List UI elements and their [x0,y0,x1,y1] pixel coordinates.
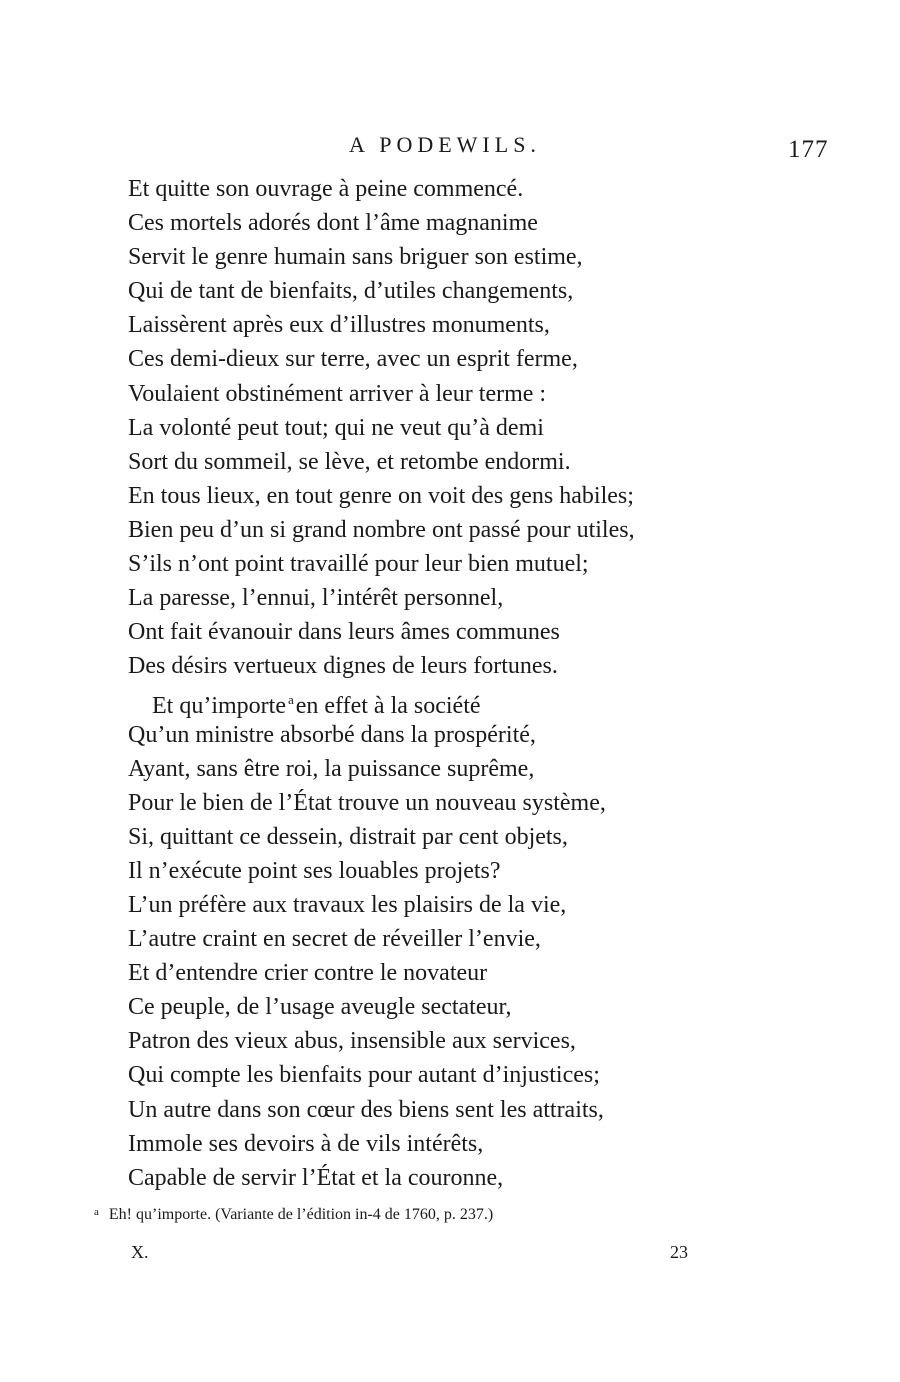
running-head [0,130,900,166]
footnote [94,1206,794,1224]
volume-mark: X. [131,1242,149,1262]
footnote-marker: a [94,1206,99,1218]
verse-line: La volonté peut tout; qui ne veut qu’à demi [128,414,544,441]
verse-line: Bien peu d’un si grand nombre ont passé pour utiles, [128,516,635,543]
verse-line: Et d’entendre crier contre le novateur [128,960,488,987]
verse-line: Et quitte son ouvrage à peine commencé. [128,176,524,202]
verse-line: Pour le bien de l’État trouve un nouveau système, [128,789,606,816]
verse-line: Laissèrent après eux d’illustres monuments, [128,312,550,339]
verse-line: Un autre dans son cœur des biens sent les attraits, [128,1096,604,1123]
poem-text [128,172,828,1195]
verse-line: Qui de tant de bienfaits, d’utiles changements, [128,278,574,305]
verse-line-with-note [128,683,828,720]
verse-line: L’un préfère aux travaux les plaisirs de la vie, [128,891,567,918]
verse-line: Ont fait évanouir dans leurs âmes communes [128,619,560,646]
verse-text-before-note: Et qu’importe [152,693,286,720]
verse-line: Qui compte les bienfaits pour autant d’injustices; [128,1062,600,1089]
verse-line: Voulaient obstinément arriver à leur terme : [128,380,547,407]
verse-line: Ce peuple, de l’usage aveugle sectateur, [128,994,512,1021]
verse-line: Des désirs vertueux dignes de leurs fortunes. [128,653,558,680]
verse-line: Sort du sommeil, se lève, et retombe endormi. [128,448,571,475]
footnote-reference[interactable]: a [287,692,294,708]
page-footer [0,1240,900,1270]
verse-line: Ces mortels adorés dont l’âme magnanime [128,210,538,237]
running-title: A PODEWILS. [349,132,541,157]
signature-mark: 23 [670,1242,688,1262]
verse-line: Si, quittant ce dessein, distrait par cent objets, [128,823,568,850]
verse-line: Qu’un ministre absorbé dans la prospérité, [128,721,536,748]
page-number: 177 [788,136,829,163]
footnote-text: Eh! qu’importe. (Variante de l’édition in-4 de 1760, p. 237.) [108,1206,494,1223]
verse-text-after-note: en effet à la société [295,693,481,720]
verse-line: S’ils n’ont point travaillé pour leur bien mutuel; [128,551,589,578]
verse-line: Servit le genre humain sans briguer son estime, [128,244,583,271]
verse-line: Il n’exécute point ses louables projets? [128,857,501,884]
verse-line: Ces demi-dieux sur terre, avec un esprit ferme, [128,346,578,373]
verse-line: Immole ses devoirs à de vils intérêts, [128,1130,484,1157]
verse-line: Patron des vieux abus, insensible aux services, [128,1028,576,1055]
verse-line: L’autre craint en secret de réveiller l’envie, [128,926,541,953]
verse-line: La paresse, l’ennui, l’intérêt personnel, [128,585,504,612]
verse-line: Capable de servir l’État et la couronne, [128,1164,504,1191]
verse-line: En tous lieux, en tout genre on voit des gens habiles; [128,482,634,509]
verse-line: Ayant, sans être roi, la puissance suprême, [128,755,535,782]
